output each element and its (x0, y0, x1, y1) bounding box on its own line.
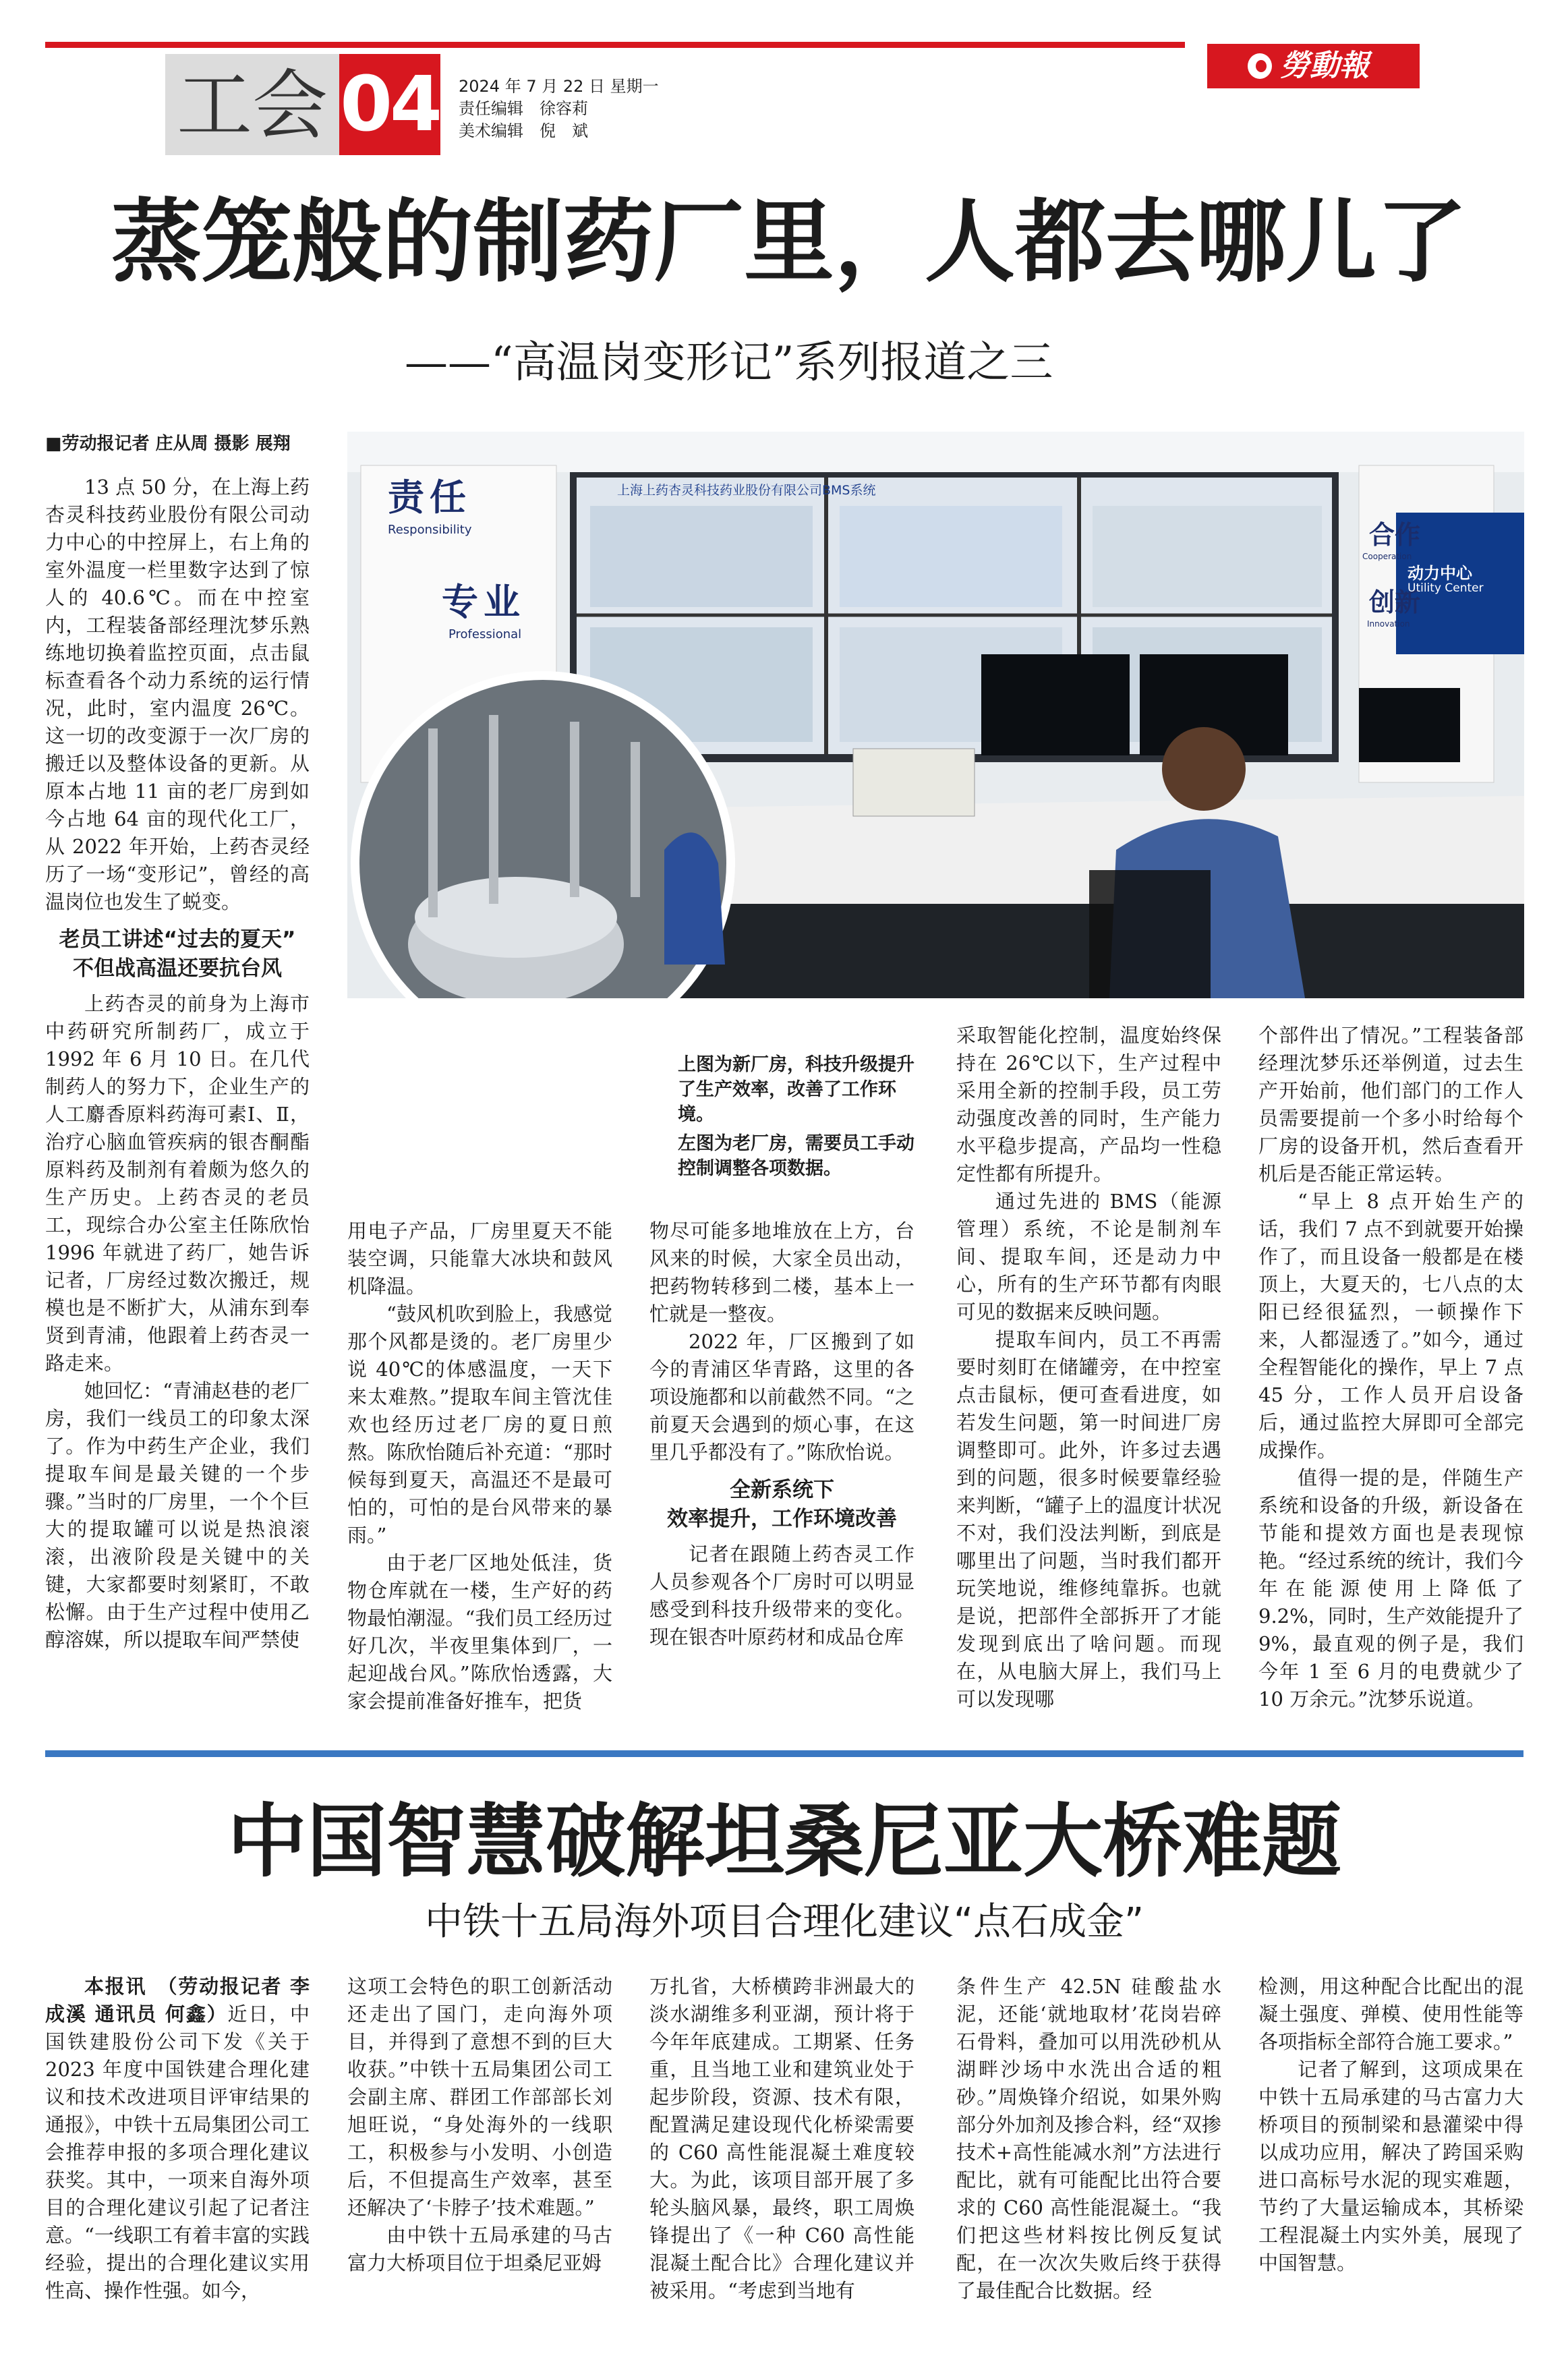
article1-paragraph: 记者在跟随上药杏灵工作人员参观各个厂房时可以明显感受到科技升级带来的变化。现在银杏叶原药材和成品仓库 (649, 1543, 914, 1648)
top-red-rule (45, 42, 1185, 48)
article1-paragraph: 物尽可能多地堆放在上方，台风来的时候，大家全员出动，把药物转移到二楼，基本上一忙就是一整夜。 (649, 1219, 914, 1325)
article2-column-4 (956, 1973, 1221, 2305)
article1-paragraph: 13 点 50 分，在上海上药杏灵科技药业股份有限公司动力中心的中控屏上，右上角的室外温度一栏里数字达到了惊人的 40.6℃。而在中控室内，工程装备部经理沈梦乐熟练地切换着监控页面，点击鼠标查看各个动力系统的运行情况，此时，室内温度 26℃。这一切的改变源于一次厂房的搬迁以及整体设备的更新。从原本占地 11 亩的老厂房到如今占地 64 亩的现代化工厂，从 2022 年开始，上药杏灵经历了一场“变形记”，曾经的高温岗位也发生了蜕变。 (45, 476, 310, 913)
article1-column-4 (956, 1022, 1221, 1713)
wall-label-innovation-en: Innovation (1367, 619, 1410, 629)
photo-caption-2: 左图为老厂房，需要员工手动控制调整各项数据。 (678, 1133, 914, 1179)
masthead-logo (1207, 44, 1420, 88)
photo-caption-1: 上图为新厂房，科技升级提升了生产效率，改善了工作环境。 (678, 1054, 914, 1125)
article1-column-5 (1258, 1022, 1523, 1713)
article1-subheadline: ——“高温岗变形记”系列报道之三 (405, 338, 1053, 388)
article1-paragraph: 值得一提的是，伴随生产系统和设备的升级，新设备在节能和提效方面也是表现惊艳。“经过系统的统计，我们今年在能源使用上降低了 9.2%，同时，生产效能提升了 9%，最直观的例子是，我们今年 1 至 6 月的电费就少了 10 万余元。”沈梦乐说道。 (1258, 1466, 1523, 1711)
article1-column-3 (649, 1217, 914, 1651)
article1-paragraph: 采取智能化控制，温度始终保持在 26℃以下，生产过程中采用全新的控制手段，员工劳动强度改善的同时，生产能力水平稳步提高，产品均一性稳定性都有所提升。 (956, 1024, 1221, 1185)
wall-label-professional-cn: 专业 (442, 580, 525, 623)
screen-title: 上海上药杏灵科技药业股份有限公司BMS系统 (617, 483, 876, 498)
article1-byline: ■劳动报记者 庄从周 摄影 展翔 (45, 434, 291, 454)
article1-paragraph: 个部件出了情况。”工程装备部经理沈梦乐还举例道，过去生产开始前，他们部门的工作人员需要提前一个多小时给每个厂房的设备开机，然后查看开机后是否能正常运转。 (1258, 1024, 1523, 1185)
article2-paragraph: 条件生产 42.5N 硅酸盐水泥，还能‘就地取材’花岗岩碎石骨料，叠加可以用洗砂机从湖畔沙场中水洗出合适的粗砂。”周焕锋介绍说，如果外购部分外加剂及掺合料，经“双掺技术+高性能减水剂”方法进行配比，就有可能配比出符合要求的 C60 高性能混凝土。“我们把这些材料按比例反复试配，在一次次失败后终于获得了最佳配合比数据。经 (956, 1975, 1221, 2302)
article2-column-5 (1258, 1973, 1523, 2277)
article2-byline: 本报讯 （劳动报记者 李成溪 通讯员 何鑫） (45, 1975, 310, 2025)
article1-subhead-2: 全新系统下 效率提升，工作环境改善 (667, 1478, 897, 1531)
wall-label-cooperation-en: Cooperation (1362, 552, 1412, 561)
section-divider-rule (45, 1750, 1523, 1757)
article2-paragraph: 万扎省，大桥横跨非洲最大的淡水湖维多利亚湖，预计将于今年年底建成。工期紧、任务重，且当地工业和建筑业处于起步阶段，资源、技术有限，配置满足建设现代化桥梁需要的 C60 高性能混凝土难度较大。为此，该项目部开展了多轮头脑风暴，最终，职工周焕锋提出了《一种 C60 高性能混凝土配合比》合理化建议并被采用。“考虑到当地有 (649, 1975, 914, 2302)
article1-paragraph: “早上 8 点开始生产的话，我们 7 点不到就要开始操作了，而且设备一般都是在楼顶上，大夏天的，七八点的太阳已经很猛烈，一顿操作下来，人都湿透了。”如今，通过全程智能化的操作，早上 7 点 45 分，工作人员开启设备后，通过监控大屏即可全部完成操作。 (1258, 1190, 1523, 1462)
masthead-emblem-inner (1256, 60, 1267, 72)
article2-paragraph: 检测，用这种配合比配出的混凝土强度、弹模、使用性能等各项指标全部符合施工要求。” (1258, 1975, 1523, 2053)
utility-sign-subtitle: Utility Center (1407, 581, 1484, 595)
article2-subheadline: 中铁十五局海外项目合理化建议“点石成金” (424, 1900, 1144, 1944)
article1-paragraph: 由于老厂区地处低洼，货物仓库就在一楼，生产好的药物最怕潮湿。“我们员工经历过好几次，半夜里集体到厂，一起迎战台风。”陈欣怡透露，大家会提前准备好推车，把货 (347, 1551, 612, 1713)
article1-subhead-1: 老员工讲述“过去的夏天” 不但战高温还要抗台风 (59, 927, 296, 981)
article2-paragraph (45, 1973, 310, 2305)
article1-headline: 蒸笼般的制药厂里，人都去哪儿了 (111, 188, 1467, 295)
article1-paragraph: 用电子产品，厂房里夏天不能装空调，只能靠大冰块和鼓风机降温。 (347, 1219, 612, 1298)
section-name: 工会 (177, 62, 328, 150)
article2-paragraph: 这项工会特色的职工创新活动还走出了国门，走向海外项目，并得到了意想不到的巨大收获。”中铁十五局集团公司工会副主席、群团工作部部长刘旭旺说，“身处海外的一线职工，积极参与小发明、小创造后，不但提高生产效率，甚至还解决了‘卡脖子’技术难题。” (347, 1975, 612, 2219)
page-number: 04 (339, 54, 440, 155)
article2-column-1 (45, 1973, 310, 2305)
article2-lead: 近日，中国铁建股份公司下发《关于 2023 年度中国铁建合理化建议和技术改进项目评审结果的通报》，中铁十五局集团公司工会推荐申报的多项合理化建议获奖。其中，一项来自海外项目的合理化建议引起了记者注意。“一线职工有着丰富的实践经验，提出的合理化建议实用性高、操作性强。如今， (45, 2003, 310, 2302)
control-room-photo (347, 432, 1524, 998)
article2-paragraph: 由中铁十五局承建的马古富力大桥项目位于坦桑尼亚姆 (347, 2224, 612, 2274)
masthead-title: 勞動報 (1280, 49, 1369, 83)
article1-paragraph: 她回忆：“青浦赵巷的老厂房，我们一线员工的印象太深了。作为中药生产企业，我们提取车间是最关键的一个步骤。”当时的厂房里，一个个巨大的提取罐可以说是热浪滚滚，出液阶段是关键中的关键，大家都要时刻紧盯，不敢松懈。由于生产过程中使用乙醇溶媒，所以提取车间严禁使 (45, 1379, 310, 1651)
wall-label-professional-en: Professional (448, 627, 522, 641)
editor-line: 责任编辑 徐容莉 (459, 99, 588, 118)
article1-paragraph: 2022 年，厂区搬到了如今的青浦区华青路，这里的各项设施都和以前截然不同。“之前夏天会遇到的烦心事，在这里几乎都没有了。”陈欣怡说。 (649, 1330, 914, 1464)
article2-column-3 (649, 1973, 914, 2305)
date-line: 2024 年 7 月 22 日 星期一 (459, 77, 659, 96)
article2-headline: 中国智慧破解坦桑尼亚大桥难题 (227, 1794, 1341, 1888)
article1-paragraph: 提取车间内，员工不再需要时刻盯在储罐旁，在中控室点击鼠标，便可查看进度，如若发生问题，第一时间进厂房调整即可。此外，许多过去遇到的问题，很多时候要靠经验来判断，“罐子上的温度计状况不对，我们没法判断，到底是哪里出了问题，当时我们都开玩笑地说，维修纯靠拆。也就是说，把部件全部拆开了才能发现到底出了啥问题。而现在，从电脑大屏上，我们马上可以发现哪 (956, 1328, 1221, 1711)
article2-paragraph: 记者了解到，这项成果在中铁十五局承建的马古富力大桥项目的预制梁和悬灌梁中得以成功应用，解决了跨国采购进口高标号水泥的现实难题，节约了大量运输成本，其桥梁工程混凝土内实外美，展现了中国智慧。 (1258, 2058, 1523, 2274)
article1-paragraph: “鼓风机吹到脸上，我感觉那个风都是烫的。老厂房里少说 40℃的体感温度，一天下来太难熬。”提取车间主管沈佳欢也经历过老厂房的夏日煎熬。陈欣怡随后补充道：“那时候每到夏天，高温还不是最可怕的，可怕的是台风带来的暴雨。” (347, 1302, 612, 1547)
wall-label-responsibility-cn: 责任 (388, 476, 471, 519)
article2-column-2 (347, 1973, 612, 2277)
art-editor-line: 美术编辑 倪 斌 (459, 121, 588, 140)
wall-label-innovation-cn: 创新 (1369, 587, 1421, 617)
article1-column-2 (347, 1217, 612, 1715)
wall-label-responsibility-en: Responsibility (388, 523, 472, 537)
article1-paragraph: 上药杏灵的前身为上海市中药研究所制药厂，成立于 1992 年 6 月 10 日。在几代制药人的努力下，企业生产的人工麝香原料药海可素Ⅰ、Ⅱ，治疗心脑血管疾病的银杏酮酯原料药及制剂有着颇为悠久的生产历史。上药杏灵的老员工，现综合办公室主任陈欣怡 1996 年就进了药厂，她告诉记者，厂房经过数次搬迁，规模也是不断扩大，从浦东到奉贤到青浦，他跟着上药杏灵一路走来。 (45, 992, 310, 1375)
control-room-illustration (347, 432, 1524, 998)
wall-label-cooperation-cn: 合作 (1369, 519, 1421, 550)
article1-paragraph: 通过先进的 BMS（能源管理）系统，不论是制剂车间、提取车间，还是动力中心，所有的生产环节都有肉眼可见的数据来反映问题。 (956, 1190, 1221, 1323)
utility-sign-title: 动力中心 (1407, 564, 1472, 583)
article1-column-1 (45, 432, 310, 1654)
